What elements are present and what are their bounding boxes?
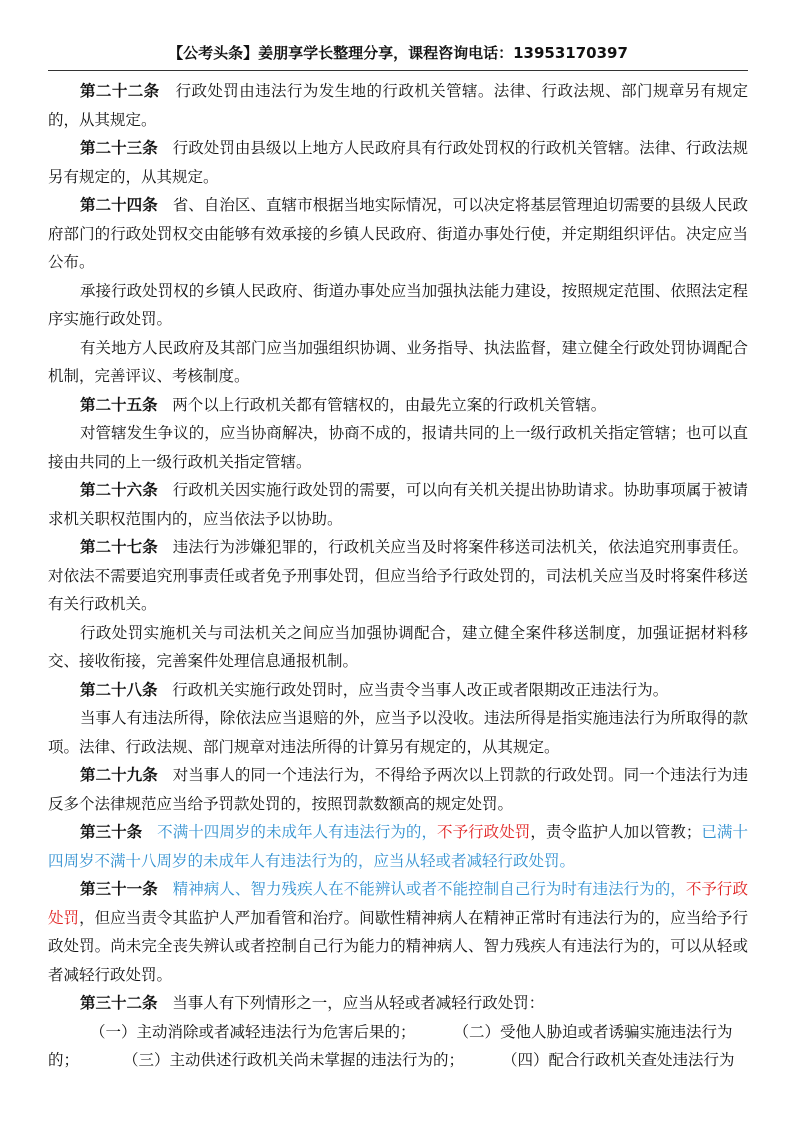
article-22 <box>48 77 748 134</box>
article-text: 行政机关实施行政处罚时，应当责令当事人改正或者限期改正违法行为。 <box>172 680 669 699</box>
article-26 <box>48 476 748 533</box>
list-item-tail: 的； <box>48 1051 80 1069</box>
article-title: 第二十五条 <box>80 395 158 414</box>
article-text: 当事人有下列情形之一，应当从轻或者减轻行政处罚： <box>172 994 545 1012</box>
article-24 <box>48 191 748 277</box>
document-body <box>48 77 748 1075</box>
article-title: 第三十一条 <box>80 880 158 898</box>
highlight-blue-text: 精神病人、智力残疾人在不能辨认或者不能控制自己行为时有违法行为的， <box>172 880 686 898</box>
article-28 <box>48 676 748 705</box>
article-title: 第二十八条 <box>80 680 158 699</box>
items-row <box>48 1046 748 1075</box>
article-23 <box>48 134 748 191</box>
highlight-blue-text: 不满十四周岁的未成年人有违法行为的， <box>157 823 438 841</box>
article-title: 第二十二条 <box>80 82 160 100</box>
items-row <box>48 1018 748 1047</box>
article-title: 第二十四条 <box>80 196 158 214</box>
article-text: 行政处罚由县级以上地方人民政府具有行政处罚权的行政机关管辖。法律、行政法规另有规定的，从其规定。 <box>48 139 748 186</box>
article-24-paragraph-2: 承接行政处罚权的乡镇人民政府、街道办事处应当加强执法能力建设，按照规定范围、依照法定程序实施行政处罚。 <box>48 281 748 328</box>
article-27-paragraph-2: 行政处罚实施机关与司法机关之间应当加强协调配合，建立健全案件移送制度，加强证据材料移交、接收衔接，完善案件处理信息通报机制。 <box>48 623 748 670</box>
article-25 <box>48 391 748 420</box>
article-28-paragraph-2: 当事人有违法所得，除依法应当退赔的外，应当予以没收。违法所得是指实施违法行为所取得的款项。法律、行政法规、部门规章对违法所得的计算另有规定的，从其规定。 <box>48 709 748 756</box>
list-item: （四）配合行政机关查处违法行为 <box>502 1051 735 1069</box>
article-text: ，责令监护人加以管教； <box>530 823 702 841</box>
article-title: 第二十七条 <box>80 538 158 556</box>
article-title: 第三十条 <box>80 823 143 841</box>
highlight-red-text: 不予行政处罚 <box>48 880 748 927</box>
article-title: 第三十二条 <box>80 994 158 1012</box>
article-32 <box>48 989 748 1018</box>
list-item: （二）受他人胁迫或者诱骗实施违法行为 <box>453 1022 733 1041</box>
article-30 <box>48 818 748 875</box>
article-29 <box>48 761 748 818</box>
list-item: （三）主动供述行政机关尚未掌握的违法行为的； <box>123 1051 465 1069</box>
article-title: 第二十六条 <box>80 481 158 499</box>
article-title: 第二十九条 <box>80 766 158 784</box>
article-text: 行政机关因实施行政处罚的需要，可以向有关机关提出协助请求。协助事项属于被请求机关职权范围内的，应当依法予以协助。 <box>48 481 748 528</box>
article-text: 对当事人的同一个违法行为，不得给予两次以上罚款的行政处罚。同一个违法行为违反多个法律规范应当给予罚款处罚的，按照罚款数额高的规定处罚。 <box>48 766 748 813</box>
highlight-blue-text: 已满十四周岁不满十八周岁的未成年人有违法行为的，应当从轻或者减轻行政处罚。 <box>48 823 748 870</box>
article-text: 违法行为涉嫌犯罪的，行政机关应当及时将案件移送司法机关，依法追究刑事责任。对依法不需要追究刑事责任或者免予刑事处罚，但应当给予行政处罚的，司法机关应当及时将案件移送有关行政机关。 <box>48 538 748 613</box>
article-text: 两个以上行政机关都有管辖权的，由最先立案的行政机关管辖。 <box>172 395 607 414</box>
article-32-items <box>48 1018 748 1075</box>
article-text: ，但应当责令其监护人严加看管和治疗。间歇性精神病人在精神正常时有违法行为的，应当给予行政处罚。尚未完全丧失辨认或者控制自己行为能力的精神病人、智力残疾人有违法行为的，可以从轻或者减轻行政处罚。 <box>48 908 748 984</box>
article-31 <box>48 875 748 989</box>
article-title: 第二十三条 <box>80 139 158 157</box>
article-27 <box>48 533 748 619</box>
header-divider <box>48 70 748 71</box>
article-text: 行政处罚由违法行为发生地的行政机关管辖。法律、行政法规、部门规章另有规定的，从其规定。 <box>48 82 748 129</box>
article-text: 省、自治区、直辖市根据当地实际情况，可以决定将基层管理迫切需要的县级人民政府部门的行政处罚权交由能够有效承接的乡镇人民政府、街道办事处行使，并定期组织评估。决定应当公布。 <box>48 196 748 271</box>
highlight-red-text: 不予行政处罚 <box>437 823 531 841</box>
page-header: 【公考头条】姜朋享学长整理分享，课程咨询电话：13953170397 <box>168 44 628 62</box>
article-24-paragraph-3: 有关地方人民政府及其部门应当加强组织协调、业务指导、执法监督，建立健全行政处罚协调配合机制，完善评议、考核制度。 <box>48 338 748 385</box>
article-25-paragraph-2: 对管辖发生争议的，应当协商解决，协商不成的，报请共同的上一级行政机关指定管辖；也可以直接由共同的上一级行政机关指定管辖。 <box>48 424 748 471</box>
list-item: （一）主动消除或者减轻违法行为危害后果的； <box>90 1022 416 1041</box>
